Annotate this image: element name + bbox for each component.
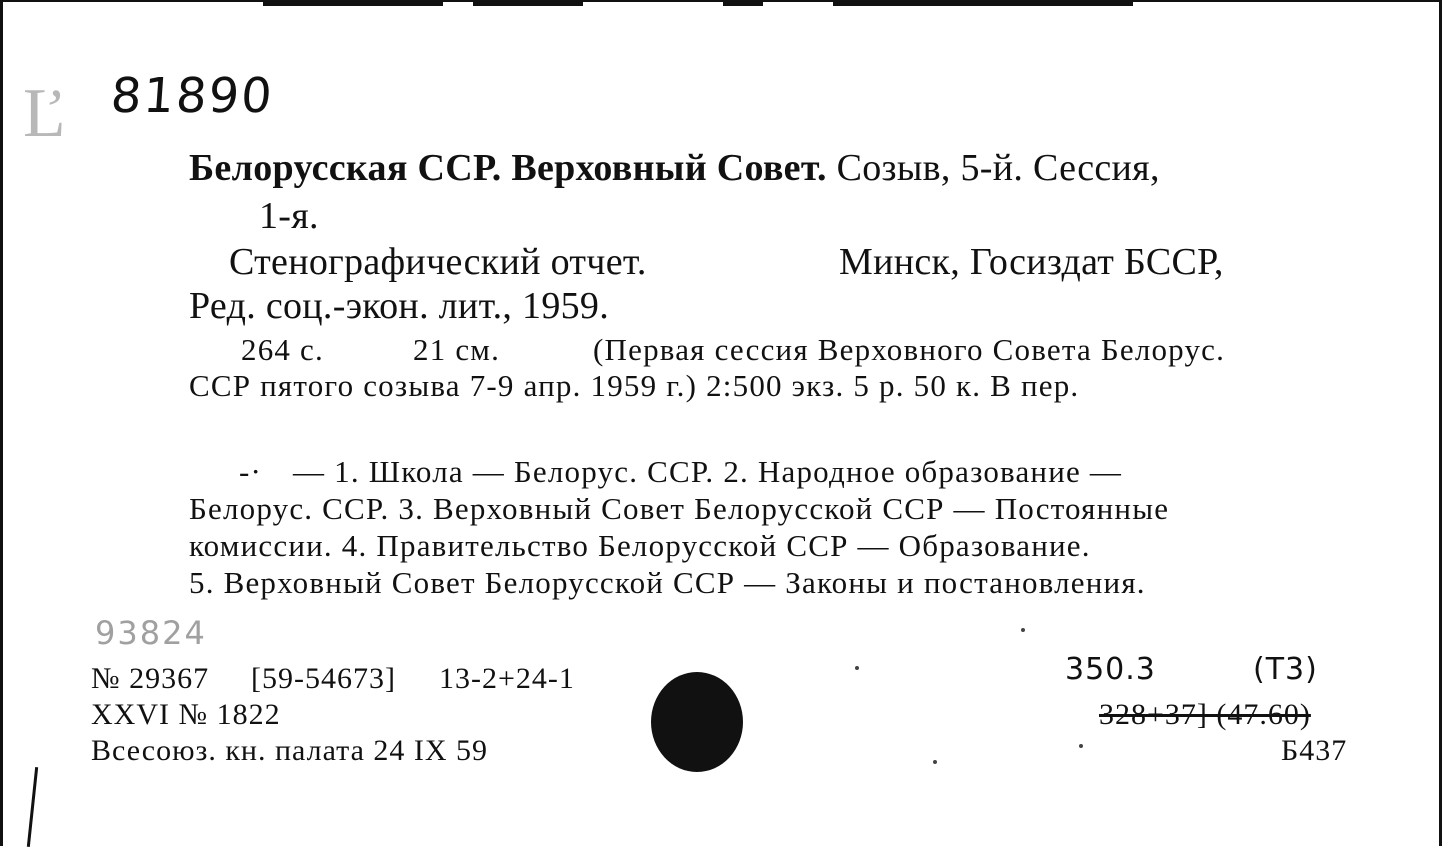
title-text: Стенографический отчет. xyxy=(229,241,647,283)
subject-line: 5. Верховный Совет Белорусской ССР — Законы и постановления. xyxy=(189,565,1146,600)
top-edge-mark xyxy=(263,2,443,6)
footer-extra-code: 13-2+24-1 xyxy=(439,662,575,695)
top-edge-mark xyxy=(723,2,763,6)
footer-record-number: № 29367 xyxy=(91,662,210,695)
heading-author: Белорусская ССР. Верховный Совет. xyxy=(189,147,827,189)
struck-classification: 328+37] (47.60) xyxy=(1099,698,1311,731)
top-edge-mark xyxy=(473,2,583,6)
classification-number: 350.3 xyxy=(1065,652,1156,687)
pale-handwritten-note: 93824 xyxy=(95,614,207,652)
footer-volume: XXVI № 1822 xyxy=(91,698,281,731)
speck xyxy=(933,760,937,764)
subject-line: — 1. Школа — Белорус. ССР. 2. Народное образование — xyxy=(293,454,1123,489)
top-edge-mark xyxy=(833,2,1133,6)
speck xyxy=(1079,744,1083,748)
speck xyxy=(1021,628,1025,632)
library-stamp-mark: Ľ xyxy=(23,75,62,152)
speck xyxy=(855,666,859,670)
subject-tick-mark: -· xyxy=(239,454,263,489)
publisher-line: Ред. соц.-экон. лит., 1959. xyxy=(189,285,610,327)
subject-line: Белорус. ССР. 3. Верховный Совет Белорусской ССР — Постоянные xyxy=(189,491,1170,526)
heading-session: Созыв, 5-й. Сессия, xyxy=(826,147,1160,189)
punch-hole xyxy=(651,672,743,772)
publication-place: Минск, Госиздат БССР, xyxy=(839,241,1224,283)
footer-registry-code: [59-54673] xyxy=(251,662,396,695)
subject-line: комиссии. 4. Правительство Белорусской ССР — Образование. xyxy=(189,528,1091,563)
pencil-mark xyxy=(27,767,38,847)
edition-note: ССР пятого созыва 7-9 апр. 1959 г.) 2:500 экз. 5 р. 50 к. В пер. xyxy=(189,368,1080,403)
pages-count: 264 с. xyxy=(241,332,324,367)
book-size: 21 см. xyxy=(413,332,501,367)
heading-line xyxy=(189,146,1160,190)
series-note: (Первая сессия Верховного Совета Белорус. xyxy=(593,332,1226,367)
footer-chamber: Всесоюз. кн. палата 24 IX 59 xyxy=(91,734,489,767)
heading-continuation: 1-я. xyxy=(259,195,319,237)
classification-tag: (Т3) xyxy=(1253,652,1318,687)
card-code: Б437 xyxy=(1281,734,1348,767)
handwritten-card-number: 81890 xyxy=(109,68,276,124)
